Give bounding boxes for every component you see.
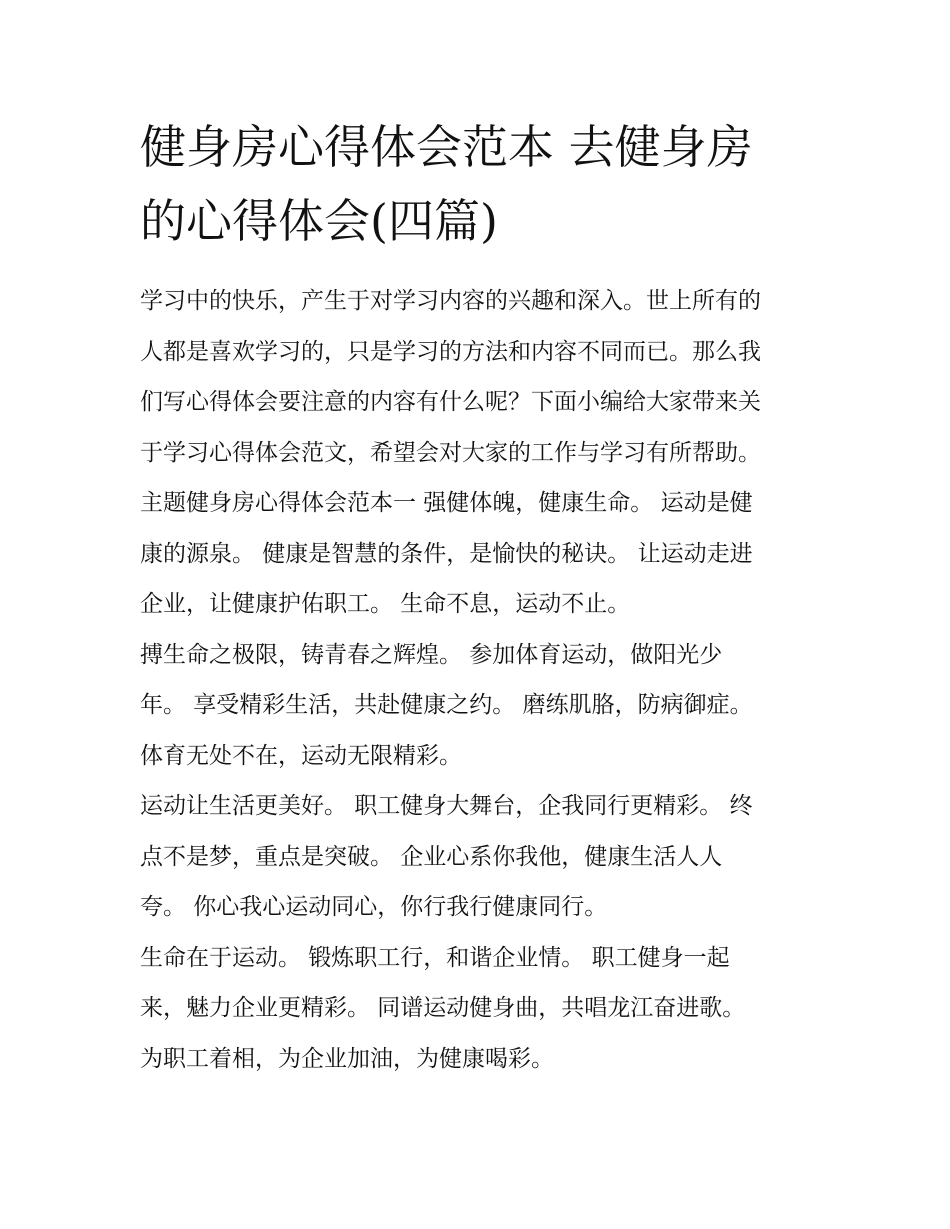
body-line: 主题健身房心得体会范本一 强健体魄，健康生命。 运动是健 — [140, 490, 753, 516]
title-line: 的心得体会(四篇) — [140, 194, 498, 248]
body-line: 为职工着相，为企业加油，为健康喝彩。 — [140, 1045, 554, 1072]
body-line: 体育无处不在，运动无限精彩。 — [140, 742, 462, 769]
body-line: 于学习心得体会范文，希望会对大家的工作与学习有所帮助。 — [140, 439, 761, 466]
body-line: 夸。 你心我心运动同心，你行我行健康同行。 — [140, 894, 608, 920]
body-line: 来，魅力企业更精彩。 同谱运动健身曲，共唱龙江奋进歌。 — [140, 995, 746, 1021]
body-line: 们写心得体会要注意的内容有什么呢？下面小编给大家带来关 — [140, 389, 761, 415]
body-line: 搏生命之极限，铸青春之辉煌。 参加体育运动，做阳光少 — [140, 641, 723, 668]
document-title — [140, 110, 820, 258]
body-line: 年。 享受精彩生活，共赴健康之约。 磨练肌胳，防病御症。 — [140, 692, 753, 718]
body-line: 运动让生活更美好。 职工健身大舞台，企我同行更精彩。 终 — [140, 793, 753, 819]
body-line: 人都是喜欢学习的，只是学习的方法和内容不同而已。那么我 — [140, 338, 761, 365]
document-body — [140, 276, 820, 1084]
body-line: 生命在于运动。 锻炼职工行，和谐企业情。 职工健身一起 — [140, 944, 730, 971]
title-line: 健身房心得体会范本 去健身房 — [140, 120, 753, 174]
body-line: 学习中的快乐，产生于对学习内容的兴趣和深入。世上所有的 — [140, 288, 761, 314]
body-line: 康的源泉。 健康是智慧的条件，是愉快的秘诀。 让运动走进 — [140, 540, 753, 567]
body-line: 企业，让健康护佑职工。 生命不息，运动不止。 — [140, 591, 631, 617]
body-line: 点不是梦，重点是突破。 企业心系你我他，健康生活人人 — [140, 843, 723, 870]
